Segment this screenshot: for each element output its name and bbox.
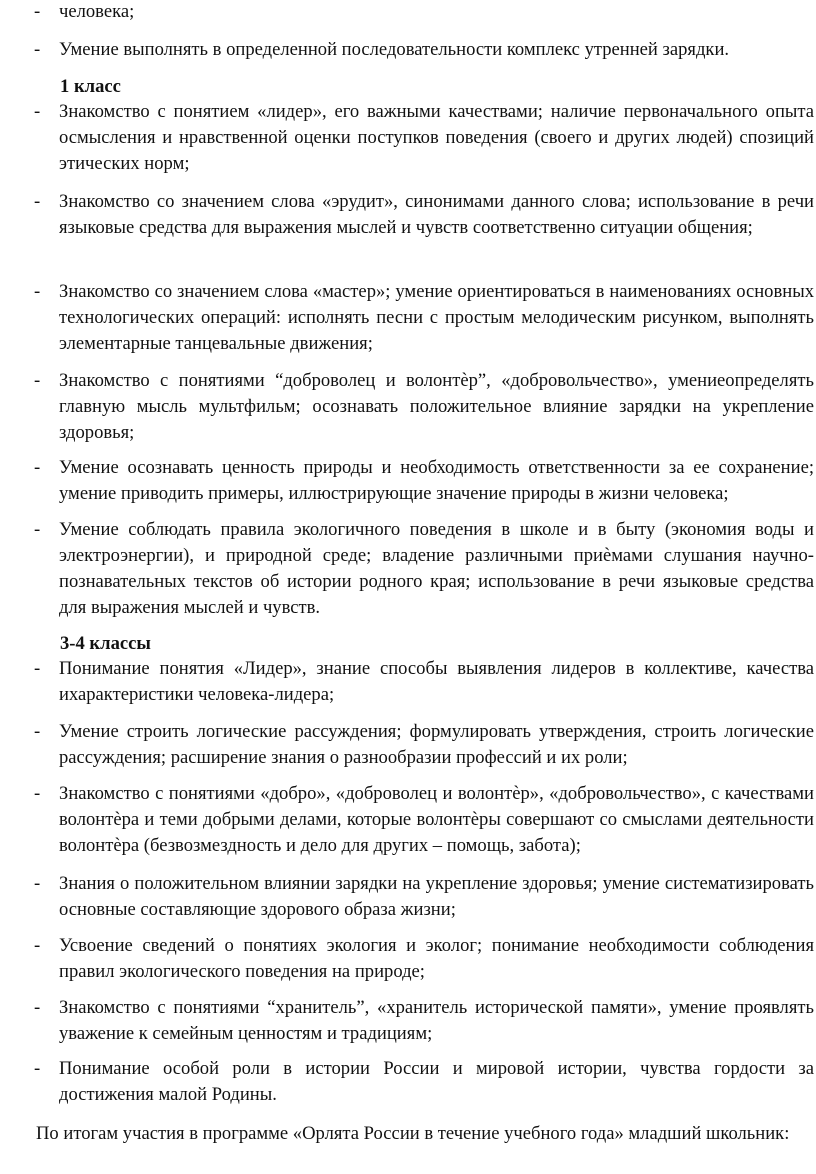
list-item-text: человека; (59, 1, 135, 22)
list-item (34, 99, 814, 177)
list-item-text: Знакомство с понятиями “хранитель”, «хранитель исторической памяти», умение проявлять уважение к семейным ценностям и традициям; (59, 997, 814, 1044)
list-item (34, 933, 814, 985)
list-item (34, 719, 814, 771)
list-item-text: Знакомство с понятиями “доброволец и волонтѐр”, «добровольчество», умениеопределять главную мысль мультфильм; осознавать положительное влияние зарядки на укрепление здоровья; (59, 370, 814, 443)
list-item-text: Знакомство с понятиями «добро», «доброволец и волонтѐр», «добровольчество», с качествами волонтѐра и теми добрыми делами, которые волонтѐры совершают со смыслами деятельности волонтѐра (безвозмездность и дело для других – помощь, забота); (59, 783, 814, 856)
list-item (34, 0, 814, 25)
section-heading-grade-3-4: 3-4 классы (60, 633, 151, 654)
list-item-text: Знакомство со значением слова «эрудит», синонимами данного слова; использование в речи языковые средства для выражения мыслей и чувств соответственно ситуации общения; (59, 191, 814, 238)
bullet-dash: - (34, 721, 41, 742)
bullet-dash: - (34, 101, 41, 122)
list-item-text: Усвоение сведений о понятиях экология и эколог; понимание необходимости соблюдения правил экологического поведения на природе; (59, 935, 814, 982)
bullet-dash: - (34, 519, 41, 540)
bullet-dash: - (34, 658, 41, 679)
list-item-text: Понимание понятия «Лидер», знание способы выявления лидеров в коллективе, качества ихарактеристики человека-лидера; (59, 658, 814, 705)
bullet-dash: - (34, 1, 41, 22)
list-item-text: Умение строить логические рассуждения; формулировать утверждения, строить логические рассуждения; расширение знания о разнообразии профессий и их роли; (59, 721, 814, 768)
bullet-dash: - (34, 873, 41, 894)
bullet-dash: - (34, 191, 41, 212)
list-item (34, 781, 814, 859)
bullet-dash: - (34, 457, 41, 478)
list-item (34, 1056, 814, 1108)
list-item-text: Умение выполнять в определенной последовательности комплекс утренней зарядки. (59, 39, 730, 60)
bullet-dash: - (34, 935, 41, 956)
list-item (34, 517, 814, 621)
list-item (34, 995, 814, 1047)
bullet-dash: - (34, 370, 41, 391)
closing-paragraph: По итогам участия в программе «Орлята России в течение учебного года» младший школьник: (36, 1123, 790, 1144)
list-item-text: Знания о положительном влиянии зарядки на укрепление здоровья; умение систематизировать основные составляющие здорового образа жизни; (59, 873, 814, 920)
bullet-dash: - (34, 783, 41, 804)
list-item (34, 37, 814, 63)
section-heading-grade-1: 1 класс (60, 76, 121, 97)
list-item-text: Умение соблюдать правила экологичного поведения в школе и в быту (экономия воды и электроэнергии), и природной среде; владение различными приѐмами слушания научно-познавательных текстов об истории родного края; использование в речи языковые средства для выражения мыслей и чувств. (59, 519, 814, 618)
bullet-dash: - (34, 39, 41, 60)
list-item (34, 455, 814, 507)
bullet-dash: - (34, 281, 41, 302)
list-item (34, 368, 814, 446)
list-item-text: Понимание особой роли в истории России и мировой истории, чувства гордости за достижения малой Родины. (59, 1058, 814, 1105)
list-item-text: Знакомство с понятием «лидер», его важными качествами; наличие первоначального опыта осмысления и нравственной оценки поступков поведения (своего и других людей) спозиций этических норм; (59, 101, 814, 174)
bullet-dash: - (34, 997, 41, 1018)
bullet-dash: - (34, 1058, 41, 1079)
list-item (34, 656, 814, 708)
list-item (34, 279, 814, 357)
list-item (34, 189, 814, 241)
list-item (34, 871, 814, 923)
list-item-text: Знакомство со значением слова «мастер»; умение ориентироваться в наименованиях основных технологических операций: исполнять песни с простым мелодическим рисунком, выполнять элементарные танцевальные движения; (59, 281, 814, 354)
list-item-text: Умение осознавать ценность природы и необходимость ответственности за ее сохранение; умение приводить примеры, иллюстрирующие значение природы в жизни человека; (59, 457, 814, 504)
